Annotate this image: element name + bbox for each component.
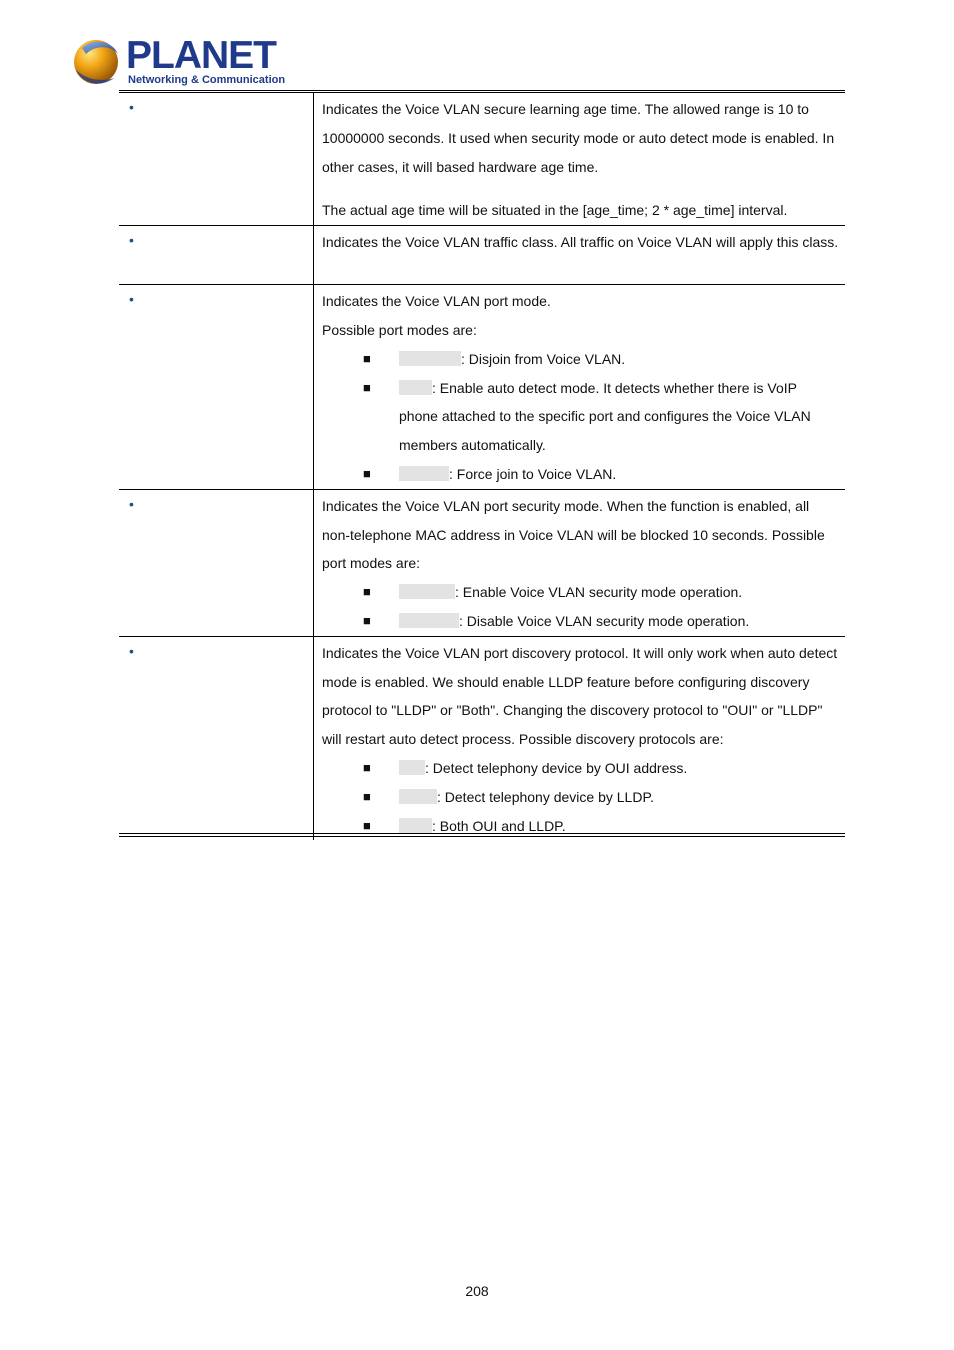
option-text: : Detect telephony device by OUI address. (425, 759, 688, 776)
option-name-placeholder (399, 351, 461, 366)
square-bullet-icon: ■ (363, 788, 371, 804)
bullet-icon: • (129, 232, 134, 249)
description-text: Indicates the Voice VLAN traffic class. All traffic on Voice VLAN will apply this class. (322, 234, 839, 251)
option-item (322, 607, 839, 636)
description-cell (314, 93, 846, 226)
square-bullet-icon: ■ (363, 350, 371, 366)
table-row (119, 489, 845, 636)
description-text: Indicates the Voice VLAN port security mode. When the function is enabled, all non-telephone MAC address in Voice VLAN will be blocked 10 seconds. Possible port modes are: (322, 497, 825, 572)
option-item (322, 754, 839, 783)
option-text: : Both OUI and LLDP. (432, 817, 566, 834)
square-bullet-icon: ■ (363, 465, 371, 481)
description-cell (314, 636, 846, 840)
logo-tagline: Networking & Communication (128, 74, 286, 86)
square-bullet-icon: ■ (363, 379, 371, 395)
option-text: : Force join to Voice VLAN. (449, 465, 617, 482)
option-name-placeholder (399, 466, 449, 481)
object-cell (119, 636, 314, 840)
object-cell (119, 285, 314, 490)
option-item (322, 578, 839, 607)
bullet-icon: • (129, 291, 134, 308)
description-cell (314, 226, 846, 285)
table-row (119, 226, 845, 285)
option-name-placeholder (399, 584, 455, 599)
globe-icon (72, 36, 124, 88)
square-bullet-icon: ■ (363, 584, 371, 600)
description-text: Indicates the Voice VLAN port discovery protocol. It will only work when auto detect mode is enabled. We should enable LLDP feature before configuring discovery protocol to "LLDP" or "Both". Changing the discovery protocol to "OUI" or "LLDP" will restart auto detect process. Possible discovery protocols are: (322, 644, 838, 748)
logo-wordmark: PLANET (126, 34, 276, 77)
square-bullet-icon: ■ (363, 759, 371, 775)
option-name-placeholder (399, 789, 437, 804)
page-number: 208 (465, 1283, 489, 1299)
description-text: The actual age time will be situated in the [age_time; 2 * age_time] interval. (322, 202, 788, 219)
table-row (119, 636, 845, 840)
option-name-placeholder (399, 818, 432, 833)
square-bullet-icon: ■ (363, 612, 371, 628)
square-bullet-icon: ■ (363, 817, 371, 833)
table-bottom-rule (119, 833, 845, 837)
option-item (322, 460, 839, 489)
description-text: Possible port modes are: (322, 321, 477, 338)
option-text: : Disable Voice VLAN security mode operation. (459, 612, 750, 629)
table-row (119, 93, 845, 226)
planet-logo (72, 34, 286, 90)
description-cell (314, 489, 846, 636)
bullet-icon: • (129, 642, 134, 659)
option-item (322, 374, 839, 460)
description-cell (314, 285, 846, 490)
option-item (322, 345, 839, 374)
object-cell (119, 93, 314, 226)
option-text: : Enable auto detect mode. It detects whether there is VoIP phone attached to the specific port and configures the Voice VLAN members automatically. (399, 379, 811, 454)
description-text: Indicates the Voice VLAN port mode. (322, 293, 551, 310)
parameter-table (119, 93, 845, 840)
option-text: : Detect telephony device by LLDP. (437, 788, 654, 805)
table-row (119, 285, 845, 490)
option-text: : Disjoin from Voice VLAN. (461, 350, 626, 367)
bullet-icon: • (129, 99, 134, 115)
option-item (322, 783, 839, 812)
option-text: : Enable Voice VLAN security mode operation. (455, 584, 743, 601)
bullet-icon: • (129, 495, 134, 512)
option-name-placeholder (399, 613, 459, 628)
object-cell (119, 489, 314, 636)
description-text: Indicates the Voice VLAN secure learning age time. The allowed range is 10 to 10000000 seconds. It used when security mode or auto detect mode is enabled. In other cases, it will based hardware age time. (322, 101, 835, 175)
object-cell (119, 226, 314, 285)
option-name-placeholder (399, 380, 432, 395)
option-name-placeholder (399, 760, 425, 775)
